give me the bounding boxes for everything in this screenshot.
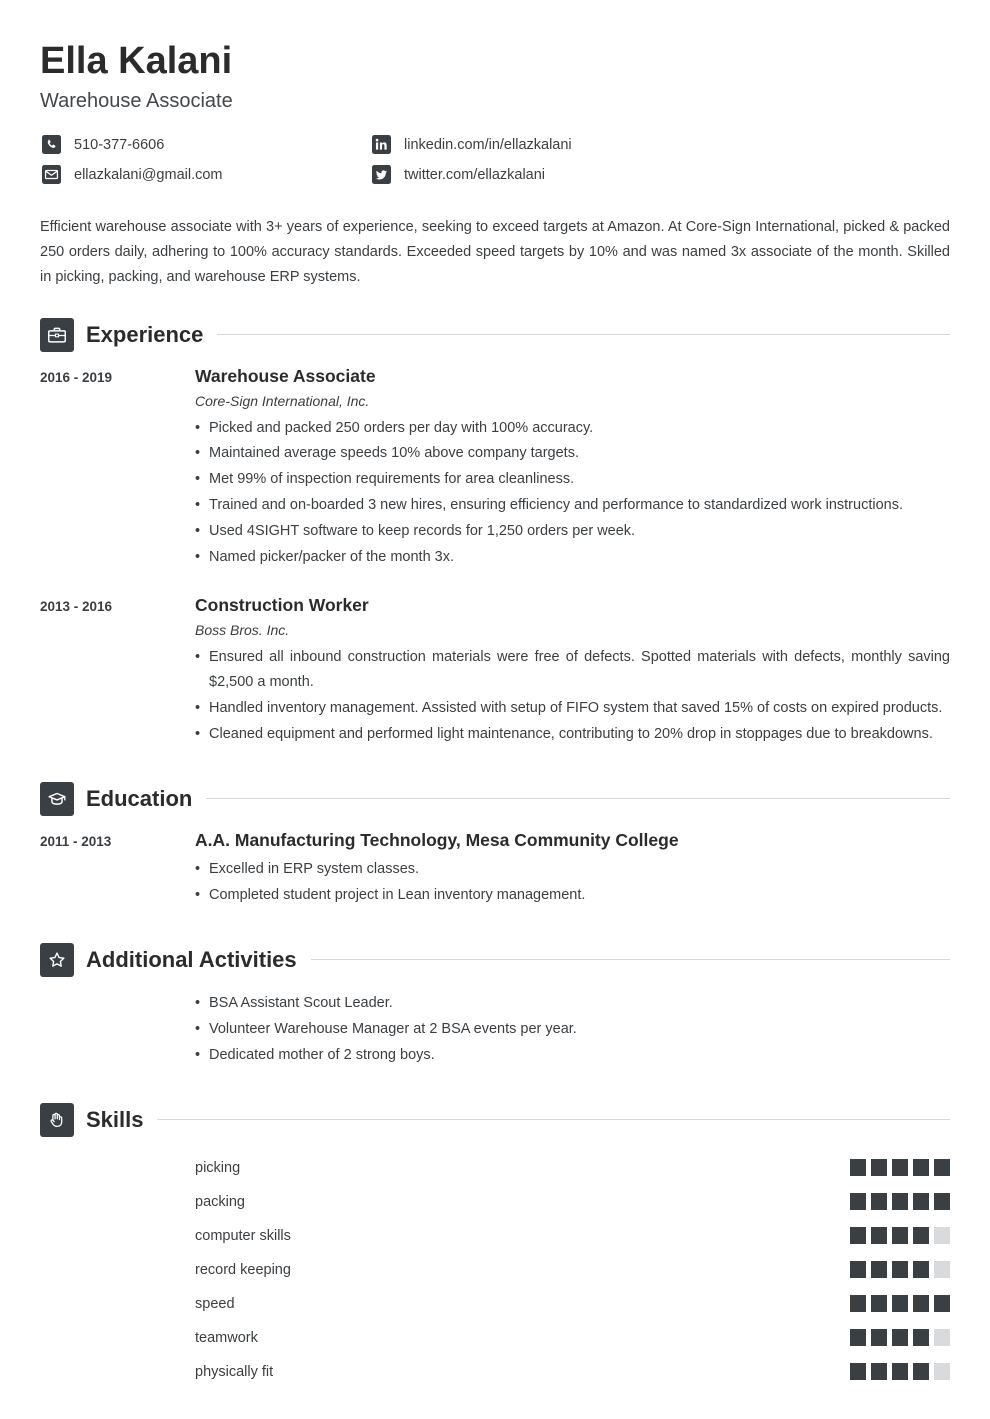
skill-level-square [913, 1261, 929, 1278]
skill-row [40, 1185, 950, 1219]
education-entry [40, 830, 950, 909]
skill-level-square [871, 1159, 887, 1176]
entry-dates [40, 991, 195, 1069]
skill-name: computer skills [195, 1227, 291, 1244]
skill-level-square [871, 1363, 887, 1380]
contact-details [40, 135, 950, 185]
contact-email-text: ellazkalani@gmail.com [74, 166, 223, 183]
entry-bullets [195, 857, 950, 908]
skill-level-meter [850, 1261, 950, 1278]
skill-level-square [850, 1329, 866, 1346]
page-title: Ella Kalani [40, 40, 233, 82]
hand-gesture-icon [40, 1103, 74, 1137]
skill-level-square [892, 1363, 908, 1380]
skill-level-square [913, 1159, 929, 1176]
briefcase-icon [40, 318, 74, 352]
additional-activities-entry [40, 991, 950, 1069]
skill-level-square [934, 1227, 950, 1244]
skill-name: speed [195, 1295, 235, 1312]
skill-name: picking [195, 1159, 241, 1176]
skill-row [40, 1151, 950, 1185]
section-title-skills: Skills [86, 1106, 144, 1132]
skill-level-square [913, 1193, 929, 1210]
list-item: • Handled inventory management. Assisted with setup of FIFO system that saved 15% of costs on expired products. [195, 696, 950, 721]
skill-row [40, 1355, 950, 1389]
skill-name: packing [195, 1193, 245, 1210]
twitter-icon [370, 165, 392, 185]
skill-row [40, 1287, 950, 1321]
skill-name: teamwork [195, 1329, 258, 1346]
skill-level-square [913, 1227, 929, 1244]
skill-level-square [892, 1159, 908, 1176]
list-item: • Named picker/packer of the month 3x. [195, 545, 950, 570]
skill-level-square [871, 1295, 887, 1312]
skill-level-square [913, 1295, 929, 1312]
skill-level-square [934, 1329, 950, 1346]
skill-level-square [913, 1329, 929, 1346]
section-header-education [40, 782, 950, 816]
job-title: Warehouse Associate [40, 89, 233, 112]
skill-level-square [892, 1295, 908, 1312]
section-title-experience: Experience [86, 321, 204, 347]
contact-twitter[interactable] [370, 165, 950, 185]
section-header-additional-activities [40, 943, 950, 977]
list-item: • Excelled in ERP system classes. [195, 857, 950, 882]
skill-level-square [850, 1193, 866, 1210]
entry-dates: 2011 - 2013 [40, 833, 112, 849]
linkedin-icon [370, 135, 392, 155]
section-header-skills [40, 1103, 950, 1137]
skill-level-meter [850, 1295, 950, 1312]
skill-level-square [892, 1227, 908, 1244]
contact-twitter-text: twitter.com/ellazkalani [404, 166, 546, 183]
list-item: • Dedicated mother of 2 strong boys. [195, 1043, 950, 1068]
skill-level-square [871, 1261, 887, 1278]
skill-name: physically fit [195, 1363, 274, 1380]
skill-level-square [934, 1159, 950, 1176]
skill-level-square [934, 1193, 950, 1210]
skill-level-meter [850, 1363, 950, 1380]
entry-title: Construction Worker [195, 595, 369, 616]
contact-email[interactable] [40, 165, 370, 185]
skill-level-square [871, 1227, 887, 1244]
skill-level-square [892, 1261, 908, 1278]
contact-phone-text: 510-377-6606 [74, 136, 165, 153]
skill-level-square [934, 1363, 950, 1380]
experience-entry [40, 595, 950, 748]
entry-bullets [195, 991, 950, 1068]
skill-level-square [934, 1295, 950, 1312]
entry-title: Warehouse Associate [195, 365, 376, 386]
skill-level-square [871, 1329, 887, 1346]
section-rule [217, 334, 950, 335]
skill-level-square [871, 1193, 887, 1210]
section-rule [206, 798, 950, 799]
skill-level-square [850, 1295, 866, 1312]
list-item: • BSA Assistant Scout Leader. [195, 991, 950, 1016]
contact-linkedin[interactable] [370, 135, 950, 155]
section-title-additional-activities: Additional Activities [86, 946, 297, 972]
list-item: • Completed student project in Lean inventory management. [195, 883, 950, 908]
section-rule [311, 959, 950, 960]
entry-bullets [195, 645, 950, 747]
entry-dates: 2016 - 2019 [40, 369, 113, 385]
skill-level-meter [850, 1193, 950, 1210]
section-rule [157, 1119, 950, 1120]
list-item: • Ensured all inbound construction materials were free of defects. Spotted materials with defects, monthly saving $2,500 a month. [195, 645, 950, 695]
skill-row [40, 1321, 950, 1355]
contact-linkedin-text: linkedin.com/in/ellazkalani [404, 136, 572, 153]
list-item: • Volunteer Warehouse Manager at 2 BSA events per year. [195, 1017, 950, 1042]
entry-subtitle: Boss Bros. Inc. [195, 622, 290, 639]
section-title-education: Education [86, 785, 193, 811]
list-item: • Cleaned equipment and performed light maintenance, contributing to 20% drop in stoppages due to breakdowns. [195, 722, 950, 747]
entry-bullets [195, 416, 950, 571]
phone-icon [40, 135, 62, 155]
skill-level-square [850, 1159, 866, 1176]
list-item: • Maintained average speeds 10% above company targets. [195, 441, 950, 466]
skill-level-square [850, 1261, 866, 1278]
skill-level-square [850, 1227, 866, 1244]
skill-level-square [892, 1329, 908, 1346]
list-item: • Met 99% of inspection requirements for area cleanliness. [195, 467, 950, 492]
professional-summary: Efficient warehouse associate with 3+ years of experience, seeking to exceed targets at Amazon. At Core-Sign International, picked & packed 250 orders daily, adhering to 100% accuracy standards. Exceeded speed targets by 10% and was named 3x associate of the month. Skilled in picking, packing, and warehouse ERP systems. [40, 218, 950, 285]
entry-subtitle: Core-Sign International, Inc. [195, 392, 370, 409]
graduation-cap-icon [40, 782, 74, 816]
star-icon [40, 943, 74, 977]
section-header-experience [40, 318, 950, 352]
skill-row [40, 1219, 950, 1253]
skill-level-square [913, 1363, 929, 1380]
skill-level-square [934, 1261, 950, 1278]
experience-entry [40, 366, 950, 572]
skills-list [40, 1151, 950, 1389]
contact-phone[interactable] [40, 135, 370, 155]
skill-level-meter [850, 1159, 950, 1176]
skill-level-meter [850, 1227, 950, 1244]
entry-dates: 2013 - 2016 [40, 599, 113, 615]
list-item: • Used 4SIGHT software to keep records for 1,250 orders per week. [195, 519, 950, 544]
skill-level-square [850, 1363, 866, 1380]
skill-level-meter [850, 1329, 950, 1346]
entry-title: A.A. Manufacturing Technology, Mesa Community College [195, 829, 679, 850]
skill-level-square [892, 1193, 908, 1210]
skill-row [40, 1253, 950, 1287]
skill-name: record keeping [195, 1261, 291, 1278]
list-item: • Trained and on-boarded 3 new hires, ensuring efficiency and performance to standardized work instructions. [195, 493, 950, 518]
list-item: • Picked and packed 250 orders per day with 100% accuracy. [195, 416, 950, 441]
email-icon [40, 165, 62, 185]
